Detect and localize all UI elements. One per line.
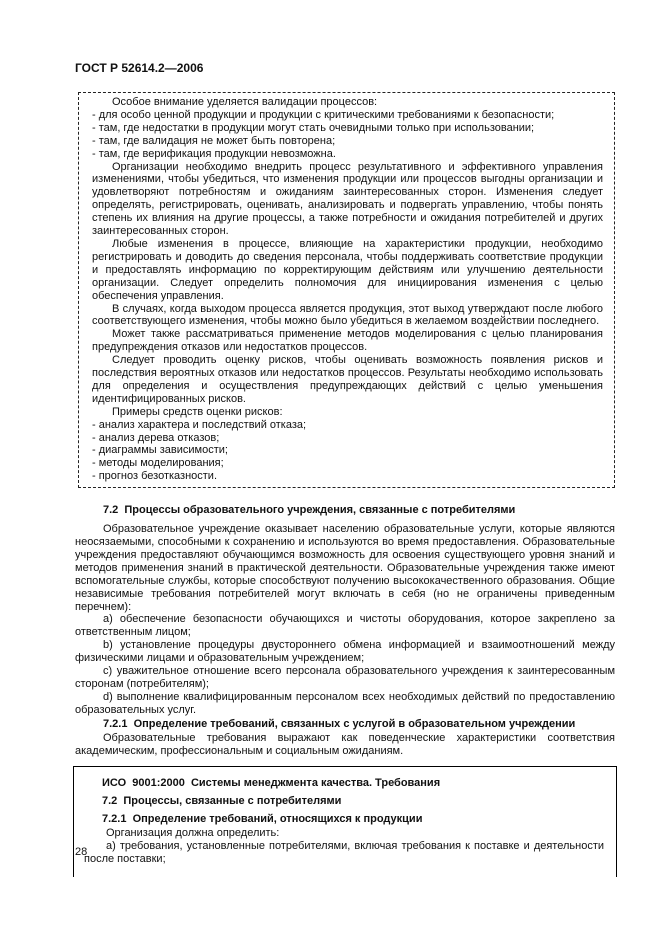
requirement-item-d: d) выполнение квалифицированным персоналом всех необходимых действий по предоставлению образовательных услуг. [75,690,615,716]
iso-standard-title: ИСО 9001:2000 Системы менеджмента качества. Требования [102,777,441,790]
note-list-item: - анализ характера и последствий отказа; [92,418,307,431]
note-list-item: - там, где верификация продукции невозможна. [92,147,336,160]
note-list-item: - для особо ценной продукции и продукции с критическими требованиями к безопасности; [92,108,555,121]
note-paragraph: В случаях, когда выходом процесса является продукция, этот выход утверждают после любого соответствующего изменения, чтобы можно было убедиться в желаемом воздействии последнего. [92,302,603,328]
requirement-item-c: c) уважительное отношение всего персонала образовательного учреждения к заинтересованным сторонам (потребителям); [75,665,615,690]
validation-note-box [78,92,615,488]
iso-requirement-item-a: a) требования, установленные потребителями, включая требования к поставке и деятельности после поставки; [84,840,604,865]
note-paragraph: Может также рассматриваться применение методов моделирования с целью планирования предупреждения отказов или недостатков процессов. [92,328,603,354]
iso-quote-box [73,766,617,876]
note-paragraph: Особое внимание уделяется валидации процессов: [112,96,378,108]
note-list-item: - там, где валидация не может быть повторена; [92,134,336,147]
note-list-item: - анализ дерева отказов; [92,431,220,444]
iso-subsection-heading: 7.2.1 Определение требований, относящихся к продукции [102,813,423,826]
note-list-item: - там, где недостатки в продукции могут стать очевидными только при использовании; [92,121,535,134]
note-paragraph: Организации необходимо внедрить процесс результативного и эффективного управления изменениями, чтобы убедиться, что изменения продукции или процессов выгодны организации и удовлетворяют потребностям и ожиданиям заинтересованных сторон. Изменения следует определять, регистрировать, оценивать, анализировать и подвергать управлению, чтобы понять степень их влияния на другие процессы, а также потребности и ожидания потребителей и других заинтересованных сторон. [92,160,603,238]
page-content [75,61,615,877]
note-paragraph: Любые изменения в процессе, влияющие на характеристики продукции, необходимо регистрировать и доводить до сведения персонала, чтобы поддерживать соответствие продукции и предоставлять информацию по корректирующим действиям или улучшению деятельности организации. Следует определить полномочия для инициирования изменения с целью обеспечения управления. [92,237,603,302]
page-number: 28 [75,846,88,858]
document-code: ГОСТ Р 52614.2—2006 [75,61,204,75]
note-paragraph: Примеры средств оценки рисков: [112,405,283,418]
subsection-paragraph: Образовательные требования выражают как поведенческие характеристики соответствия академическим, профессиональным и социальным ожиданиям. [75,731,615,757]
note-paragraph: Следует проводить оценку рисков, чтобы оценивать возможность появления рисков и последствия вероятных отказов или недостатков процессов. Результаты необходимо использовать для определения и осуществления предупреждающих действий с целью уменьшения идентифицированных рисков. [92,354,603,405]
iso-section-heading: 7.2 Процессы, связанные с потребителями [102,795,342,808]
iso-intro-line: Организация должна определить: [106,827,280,840]
requirement-item-b: b) установление процедуры двустороннего обмена информацией и взаимоотношений между физическими лицами и образовательным учреждением; [75,639,615,665]
requirement-item-a: a) обеспечение безопасности обучающихся и чистоты оборудования, которое закреплено за ответственным лицом; [75,613,615,639]
note-list-item: - методы моделирования; [92,457,224,470]
note-list-item: - прогноз безотказности. [92,470,218,483]
section-intro-paragraph: Образовательное учреждение оказывает населению образовательные услуги, которые являются неосязаемыми, способными к сохранению и используются во время предоставления. Образовательные учреждения предоставляют обучающимся возможность для освоения существующего уровня знаний и методов применения знаний в практической деятельности. Образовательные учреждения также имеют вспомогательные службы, которые способствуют получению высококачественного образования. Общие независимые требования потребителей могут включать в себя (но не ограничены приведенным перечнем): [75,523,615,613]
section-heading-7-2: 7.2 Процессы образовательного учреждения, связанные с потребителями [103,504,516,517]
note-list-item: - диаграммы зависимости; [92,444,228,457]
subsection-heading-7-2-1: 7.2.1 Определение требований, связанных с услугой в образовательном учреждении [103,717,576,730]
